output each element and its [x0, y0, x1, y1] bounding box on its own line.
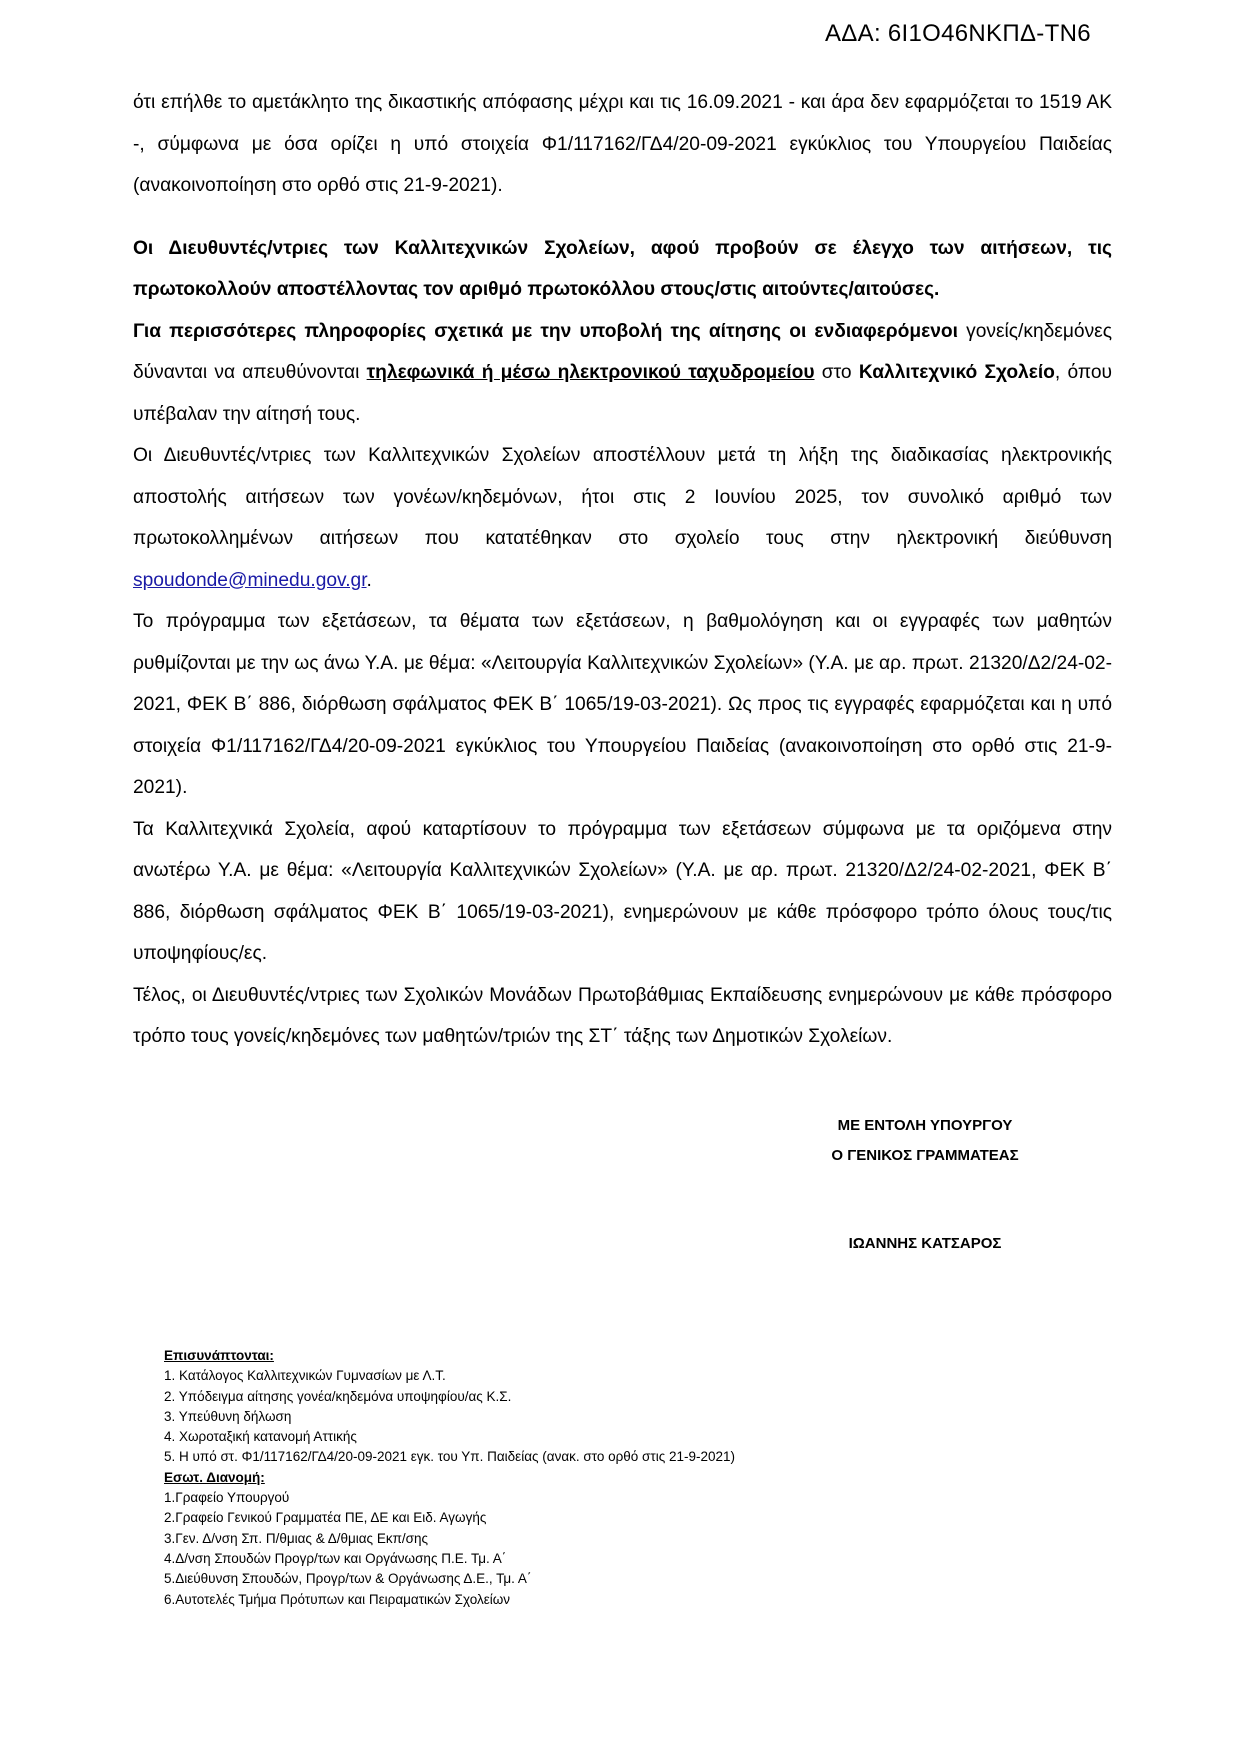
attachment-item: 3. Υπεύθυνη δήλωση [164, 1408, 292, 1424]
information-text-end: , όπου υπέβαλαν την αίτησή τους. [133, 362, 1112, 425]
paragraph-submission-total [133, 435, 1112, 601]
distribution-heading: Εσωτ. Διανομή: [164, 1469, 265, 1485]
attachment-item: 4. Χωροταξική κατανομή Αττικής [164, 1429, 357, 1445]
paragraph-directors-protocol: Οι Διευθυντές/ντριες των Καλλιτεχνικών Σχολείων, αφού προβούν σε έλεγχο των αιτήσεων, τις πρωτοκολλούν αποστέλλοντας τον αριθμό πρωτοκόλλου στους/στις αιτούντες/αιτούσες. [133, 237, 1112, 300]
signature-line-2: Ο ΓΕΝΙΚΟΣ ΓΡΑΜΜΑΤΕΑΣ [831, 1147, 1019, 1164]
attachment-item: 2. Υπόδειγμα αίτησης γονέα/κηδεμόνα υποψηφίου/ας Κ.Σ. [164, 1388, 512, 1404]
paragraph-finality: ότι επήλθε το αμετάκλητο της δικαστικής απόφασης μέχρι και τις 16.09.2021 - και άρα δεν εφαρμόζεται το 1519 ΑΚ -, σύμφωνα με όσα ορίζει η υπό στοιχεία Φ1/117162/ΓΔ4/20-09-2021 εγκύκλιος του Υπουργείου Παιδείας (ανακοινοποίηση στο ορθό στις 21-9-2021). [133, 92, 1112, 196]
paragraph-primary-schools: Τέλος, οι Διευθυντές/ντριες των Σχολικών Μονάδων Πρωτοβάθμιας Εκπαίδευσης ενημερώνουν με κάθε πρόσφορο τρόπο τους γονείς/κηδεμόνες των μαθητών/τριών της ΣΤ΄ τάξης των Δημοτικών Σχολείων. [133, 984, 1112, 1047]
distribution-item: 6.Αυτοτελές Τμήμα Πρότυπων και Πειραματικών Σχολείων [164, 1591, 511, 1607]
annex-block [164, 1346, 735, 1610]
distribution-item: 2.Γραφείο Γενικού Γραμματέα ΠΕ, ΔΕ και Ειδ. Αγωγής [164, 1510, 487, 1526]
paragraph-information [133, 311, 1112, 436]
signature-line-1: ΜΕ ΕΝΤΟΛΗ ΥΠΟΥΡΓΟΥ [837, 1117, 1013, 1134]
contact-methods-emphasis: τηλεφωνικά ή μέσω ηλεκτρονικού ταχυδρομείου [366, 362, 815, 383]
submission-text-end: . [366, 569, 372, 591]
signatory-name: ΙΩΑΝΝΗΣ ΚΑΤΣΑΡΟΣ [848, 1235, 1002, 1252]
email-link[interactable]: spoudonde@minedu.gov.gr [133, 569, 367, 591]
school-emphasis: Καλλιτεχνικό Σχολείο [858, 362, 1055, 383]
submission-text: Οι Διευθυντές/ντριες των Καλλιτεχνικών Σχολείων αποστέλλουν μετά τη λήξη της διαδικασίας ηλεκτρονικής αποστολής αιτήσεων των γονέων/κηδεμόνων, ήτοι στις 2 Ιουνίου 2025, τον συνολικό αριθμό των πρωτοκολλημένων αιτήσεων που κατατέθηκαν στο σχολείο τους στην ηλεκτρονική διεύθυνση [133, 445, 1112, 549]
attachment-item: 1. Κατάλογος Καλλιτεχνικών Γυμνασίων με Λ.Τ. [164, 1368, 446, 1384]
distribution-item: 4.Δ/νση Σπουδών Προγρ/των και Οργάνωσης Π.Ε. Τμ. Α΄ [164, 1550, 507, 1566]
attachments-heading: Επισυνάπτονται: [164, 1348, 274, 1363]
paragraph-exam-schedule: Τα Καλλιτεχνικά Σχολεία, αφού καταρτίσουν το πρόγραμμα των εξετάσεων σύμφωνα με τα οριζόμενα στην ανωτέρω Υ.Α. με θέμα: «Λειτουργία Καλλιτεχνικών Σχολείων» (Υ.Α. με αρ. πρωτ. 21320/Δ2/24-02-2021, ΦΕΚ Β΄ 886, διόρθωση σφάλματος ΦΕΚ Β΄ 1065/19-03-2021), ενημερώνουν με κάθε πρόσφορο τρόπο όλους τους/τις υποψηφίους/ες. [133, 818, 1112, 964]
information-text-2: στο [814, 362, 859, 383]
distribution-item: 3.Γεν. Δ/νση Σπ. Π/θμιας & Δ/θμιας Εκπ/σης [164, 1530, 428, 1546]
paragraph-exams-regulation: Το πρόγραμμα των εξετάσεων, τα θέματα των εξετάσεων, η βαθμολόγηση και οι εγγραφές των μαθητών ρυθμίζονται με την ως άνω Υ.Α. με θέμα: «Λειτουργία Καλλιτεχνικών Σχολείων» (Υ.Α. με αρ. πρωτ. 21320/Δ2/24-02-2021, ΦΕΚ Β΄ 886, διόρθωση σφάλματος ΦΕΚ Β΄ 1065/19-03-2021). Ως προς τις εγγραφές εφαρμόζεται και η υπό στοιχεία Φ1/117162/ΓΔ4/20-09-2021 εγκύκλιος του Υπουργείου Παιδείας (ανακοινοποίηση στο ορθό στις 21-9-2021). [133, 611, 1112, 798]
distribution-item: 5.Διεύθυνση Σπουδών, Προγρ/των & Οργάνωσης Δ.Ε., Τμ. Α΄ [164, 1571, 532, 1587]
ada-code: ΑΔΑ: 6Ι1Ο46ΝΚΠΔ-ΤΝ6 [825, 20, 1091, 47]
distribution-item: 1.Γραφείο Υπουργού [164, 1490, 290, 1506]
attachment-item: 5. Η υπό στ. Φ1/117162/ΓΔ4/20-09-2021 εγκ. του Υπ. Παιδείας (ανακ. στο ορθό στις 21-9-2021) [164, 1449, 736, 1465]
letter-body [133, 82, 1112, 1058]
information-text: γονείς/κηδεμόνες δύνανται να απευθύνονται [133, 320, 1112, 383]
information-bold-lead: Για περισσότερες πληροφορίες σχετικά με την υποβολή της αίτησης οι ενδιαφερόμενοι [133, 320, 958, 342]
